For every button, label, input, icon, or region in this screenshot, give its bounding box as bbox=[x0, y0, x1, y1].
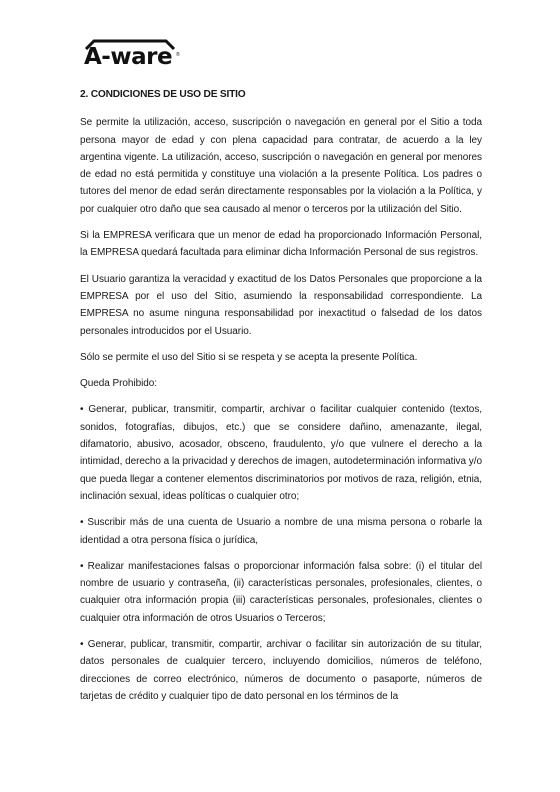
section-heading: 2. CONDICIONES DE USO DE SITIO bbox=[80, 89, 246, 100]
list-item-third-party-data: • Generar, publicar, transmitir, compartir, archivar o facilitar sin autorización de su titular, datos personales de cualquier tercero, incluyendo domicilios, números de teléfono, direcciones de correo electrónico, números de documento o pasaporte, números de tarjetas de crédito y cualquier tipo de dato personal en los términos de la bbox=[80, 639, 482, 702]
paragraph-age-requirement: Se permite la utilización, acceso, suscripción o navegación en general por el Sitio a toda persona mayor de edad y con plena capacidad para contratar, de acuerdo a la ley argentina vigente. La utilización, acceso, suscripción o navegación en general por menores de edad no está permitida y constituye una violación a la presente Política. Los padres o tutores del menor de edad serán directamente responsables por la violación a la Política, y por cualquier otro daño que sea causado al menor o terceros por la utilización del Sitio. bbox=[80, 117, 482, 215]
logo-text: A-ware bbox=[84, 44, 173, 70]
document-body bbox=[80, 86, 482, 714]
paragraph-policy-acceptance: Sólo se permite el uso del Sitio si se respeta y se acepta la presente Política. bbox=[80, 351, 418, 363]
company-logo bbox=[84, 38, 184, 72]
list-item-harmful-content: • Generar, publicar, transmitir, compartir, archivar o facilitar cualquier contenido (textos, sonidos, fotografías, dibujos, etc.) que se considere dañino, amenazante, ilegal, difamatorio, abusivo, acosador, obsceno, fraudulento, y/o que vulnere el derecho a la intimidad, derecho a la privacidad y derechos de imagen, autodeterminación informativa y/o que pueda llegar a contener elementos discriminatorios por motivos de raza, religión, etnia, inclinación sexual, ideas políticas o cualquier otro; bbox=[80, 404, 482, 502]
list-item-false-information: • Realizar manifestaciones falsas o proporcionar información falsa sobre: (i) el titular del nombre de usuario y contraseña, (ii) características personales, profesionales, clientes, o cualquier otra información propia (iii) características personales, profesionales, clientes o cualquier otra información de otros Usuarios o Terceros; bbox=[80, 560, 482, 624]
registered-mark: ® bbox=[176, 52, 180, 58]
paragraph-data-accuracy: El Usuario garantiza la veracidad y exactitud de los Datos Personales que proporcione a la EMPRESA por el uso del Sitio, asumiendo la responsabilidad correspondiente. La EMPRESA no asume ninguna responsabilidad por inexactitud o falsedad de los datos personales introducidos por el Usuario. bbox=[80, 273, 482, 337]
list-item-multiple-accounts: • Suscribir más de una cuenta de Usuario a nombre de una misma persona o robarle la identidad a otra persona física o jurídica, bbox=[80, 517, 482, 546]
paragraph-minor-data: Si la EMPRESA verificara que un menor de edad ha proporcionado Información Personal, la EMPRESA quedará facultada para eliminar dicha Información Personal de sus registros. bbox=[80, 230, 482, 259]
paragraph-prohibited-intro: Queda Prohibido: bbox=[80, 378, 158, 390]
